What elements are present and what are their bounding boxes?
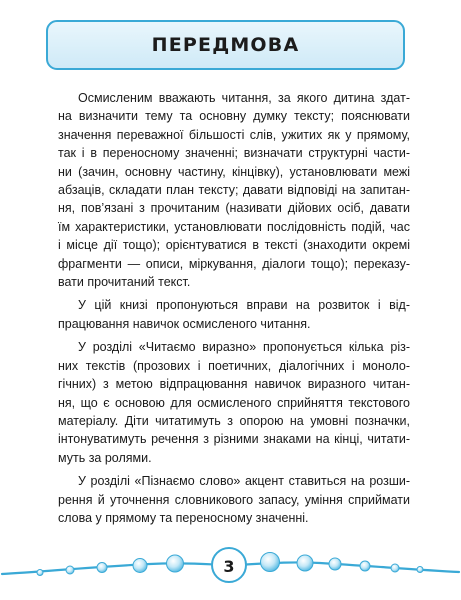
bubble-dot [97,563,107,573]
bubble-dot [167,555,184,572]
bubble-dot [37,570,43,576]
text-line: матеріалу. Діти читатимуть з опорою на умовні позначки, [58,413,410,428]
heading-box [46,20,405,70]
text-line: У розділі «Пізнаємо слово» акцент ставиться на розши- [78,474,410,489]
text-line: слова у прямому та переносному значенні. [58,510,309,525]
text-line: Осмисленим вважають читання, за якого дитина здат- [78,91,410,105]
page-title: ПЕРЕДМОВА [151,34,300,56]
text-line: У розділі «Читаємо виразно» пропонується кілька різ- [78,340,410,355]
text-line: муть за ролями. [58,450,152,465]
text-line: ни (зачин, основну частину, кінцівку), установлювати межі [58,164,410,179]
bubble-dot [261,553,280,572]
bubble-dot [417,567,423,573]
text-line: абзаців, складати план тексту; давати відповіді на запитан- [58,183,410,198]
bubble-dot [329,558,341,570]
bubble-dot [360,561,370,571]
bubble-dot [391,564,399,572]
bubble-dot [133,559,147,573]
text-line: працювання навичок осмисленого читання. [58,316,311,331]
text-line: фрагменти — описи, міркування, діалоги тощо); переказу- [58,256,410,271]
text-line: вати прочитаний текст. [58,275,191,290]
bubble-dot [66,566,74,574]
text-line: ня, пов’язані з прочитаним (називати дійових осіб, давати [58,201,410,216]
text-line: їм характеристики, установлювати послідовність подій, час [58,219,410,234]
text-line: них текстів (прозових і поетичних, діалогічних і моноло- [58,358,410,373]
text-line: рення й уточнення словникового запасу, уміння сприймати [58,492,410,507]
text-line: значення переважної більшості слів, ужитих як у прямому, [58,127,410,142]
text-line: ня, що є основою для осмисленого сприйняття текстового [58,395,410,410]
paragraph [58,296,410,333]
bubble-dot [297,555,313,571]
body-text [58,89,410,532]
text-line: інтонуватимуть речення з різними знаками на кінці, читати- [58,432,410,447]
text-line: на визначити тему та основну думку тексту; пояснювати [58,109,410,124]
text-line: так і в переносному значенні; визначати структурні части- [58,146,410,161]
text-line: і місце дії тощо); орієнтуватися в тексті (знаходити окремі [58,238,410,253]
paragraph [58,472,410,527]
text-line: У цій книзі пропонуються вправи на розвиток і від- [78,298,410,313]
paragraph [58,338,410,467]
page-number-wrap [211,548,247,584]
page-number: 3 [223,556,235,576]
paragraph [58,89,410,291]
text-line: гічних) з метою відпрацювання навичок виразного читан- [58,377,410,392]
